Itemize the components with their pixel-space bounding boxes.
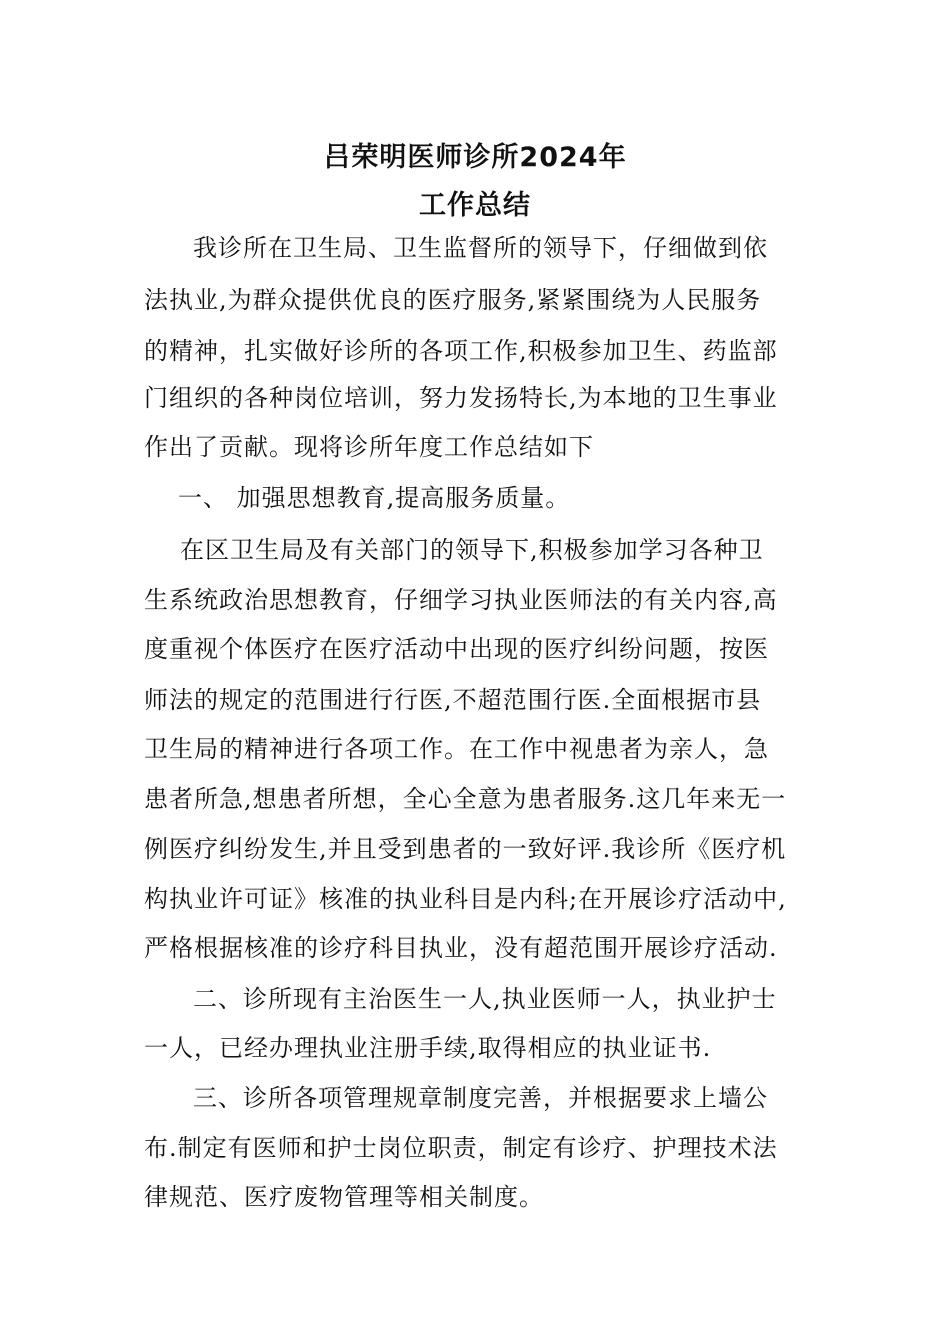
paragraph-line: 在区卫生局及有关部门的领导下,积极参加学习各种卫: [180, 536, 764, 564]
paragraph-line: 患者所急,想患者所想，全心全意为患者服务.这几年来无一: [144, 785, 787, 813]
document-subtitle: 工作总结: [419, 190, 531, 221]
paragraph-line: 师法的规定的范围进行行医,不超范围行医.全面根据市县: [144, 686, 762, 714]
paragraph-line: 三、诊所各项管理规章制度完善，并根据要求上墙公: [193, 1084, 768, 1112]
paragraph-line: 我诊所在卫生局、卫生监督所的领导下，仔细做到依: [193, 234, 768, 262]
paragraph-line: 法执业,为群众提供优良的医疗服务,紧紧围绕为人民服务: [144, 286, 762, 314]
paragraph-line: 律规范、医疗废物管理等相关制度。: [144, 1183, 544, 1211]
paragraph-line: 一人，已经办理执业注册手续,取得相应的执业证书.: [144, 1034, 712, 1062]
paragraph-line: 度重视个体医疗在医疗活动中出现的医疗纠纷问题，按医: [144, 635, 769, 663]
paragraph-line: 二、诊所现有主治医生一人,执业医师一人，执业护士: [193, 985, 777, 1013]
paragraph-line: 严格根据核准的诊疗科目执业，没有超范围开展诊疗活动.: [144, 934, 778, 962]
paragraph-line: 生系统政治思想教育，仔细学习执业医师法的有关内容,高: [144, 586, 778, 614]
paragraph-line: 卫生局的精神进行各项工作。在工作中视患者为亲人，急: [144, 735, 769, 763]
document-title: 吕荣明医师诊所2024年: [323, 142, 627, 173]
paragraph-line: 门组织的各种岗位培训，努力发扬特长,为本地的卫生事业: [144, 384, 778, 412]
paragraph-line: 作出了贡献。现将诊所年度工作总结如下: [144, 433, 594, 461]
section-heading: 一、 加强思想教育,提高服务质量。: [178, 484, 571, 512]
paragraph-line: 例医疗纠纷发生,并且受到患者的一致好评.我诊所《医疗机: [144, 835, 787, 863]
paragraph-line: 布.制定有医师和护士岗位职责，制定有诊疗、护理技术法: [144, 1134, 778, 1162]
paragraph-line: 构执业许可证》核准的执业科目是内科;在开展诊疗活动中,: [144, 885, 787, 913]
paragraph-line: 的精神，扎实做好诊所的各项工作,积极参加卫生、药监部: [144, 337, 778, 365]
